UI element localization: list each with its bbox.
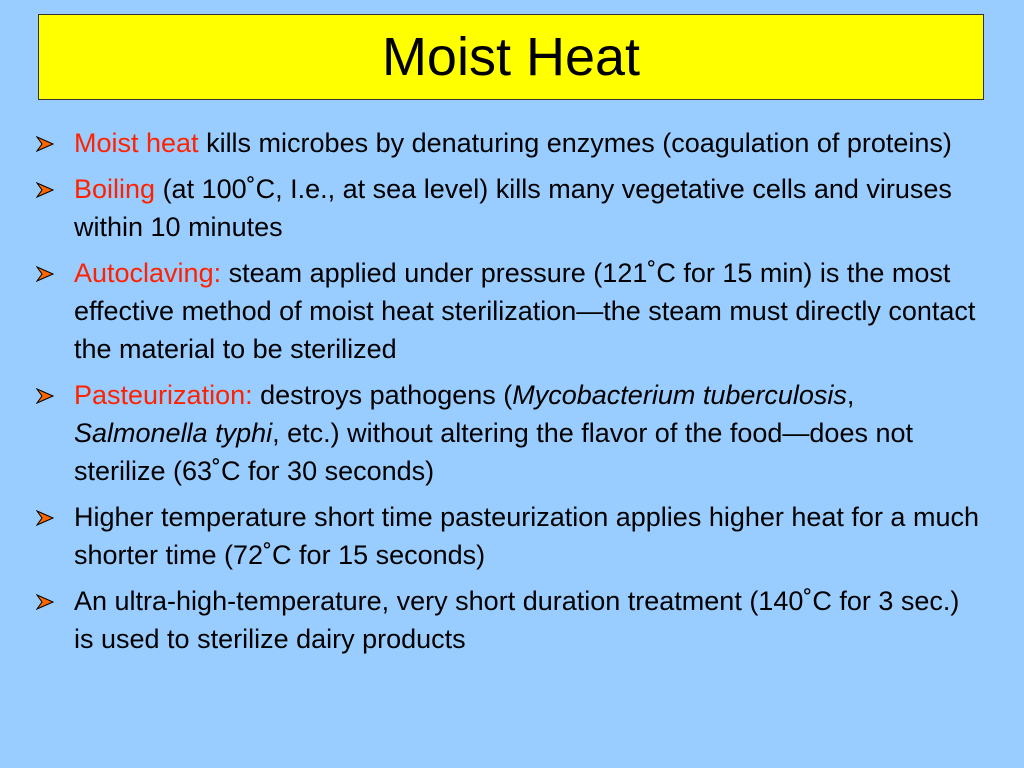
arrow-bullet-icon bbox=[36, 266, 54, 282]
bullet-autoclaving bbox=[36, 254, 986, 368]
bullet-highlight: Pasteurization: bbox=[74, 380, 253, 410]
bullet-text: , etc.) without altering the flavor of the food—does not sterilize (63˚C for 30 seconds) bbox=[74, 418, 913, 486]
organism-name: Salmonella typhi bbox=[74, 418, 273, 448]
arrow-bullet-icon bbox=[36, 136, 54, 152]
bullet-text: (at 100˚C, I.e., at sea level) kills many vegetative cells and viruses within 10 minutes bbox=[74, 174, 952, 242]
arrow-bullet-icon bbox=[36, 388, 54, 404]
arrow-bullet-icon bbox=[36, 182, 54, 198]
arrow-bullet-icon bbox=[36, 510, 54, 526]
bullet-text: steam applied under pressure (121˚C for 15 min) is the most effective method of moist heat sterilization—the steam must directly contact the material to be sterilized bbox=[74, 258, 976, 364]
bullet-pasteurization bbox=[36, 376, 986, 490]
bullet-text: , bbox=[846, 380, 855, 410]
bullet-uht bbox=[36, 582, 986, 658]
bullet-moist-heat bbox=[36, 124, 986, 162]
bullet-highlight: Boiling bbox=[74, 174, 156, 204]
slide-title: Moist Heat bbox=[381, 27, 641, 87]
slide-title-box bbox=[38, 14, 984, 100]
bullet-text: kills microbes by denaturing enzymes (coagulation of proteins) bbox=[198, 128, 952, 158]
bullet-text: An ultra-high-temperature, very short duration treatment (140˚C for 3 sec.) is used to sterilize dairy products bbox=[74, 586, 960, 654]
bullet-text: destroys pathogens ( bbox=[252, 380, 513, 410]
bullet-highlight: Autoclaving: bbox=[74, 258, 222, 288]
bullet-highlight: Moist heat bbox=[74, 128, 199, 158]
bullet-boiling bbox=[36, 170, 986, 246]
bullet-list bbox=[36, 124, 986, 666]
arrow-bullet-icon bbox=[36, 594, 54, 610]
bullet-htst bbox=[36, 498, 986, 574]
bullet-text: Higher temperature short time pasteurization applies higher heat for a much shorter time (72˚C for 15 seconds) bbox=[74, 502, 979, 570]
organism-name: Mycobacterium tuberculosis bbox=[512, 380, 847, 410]
